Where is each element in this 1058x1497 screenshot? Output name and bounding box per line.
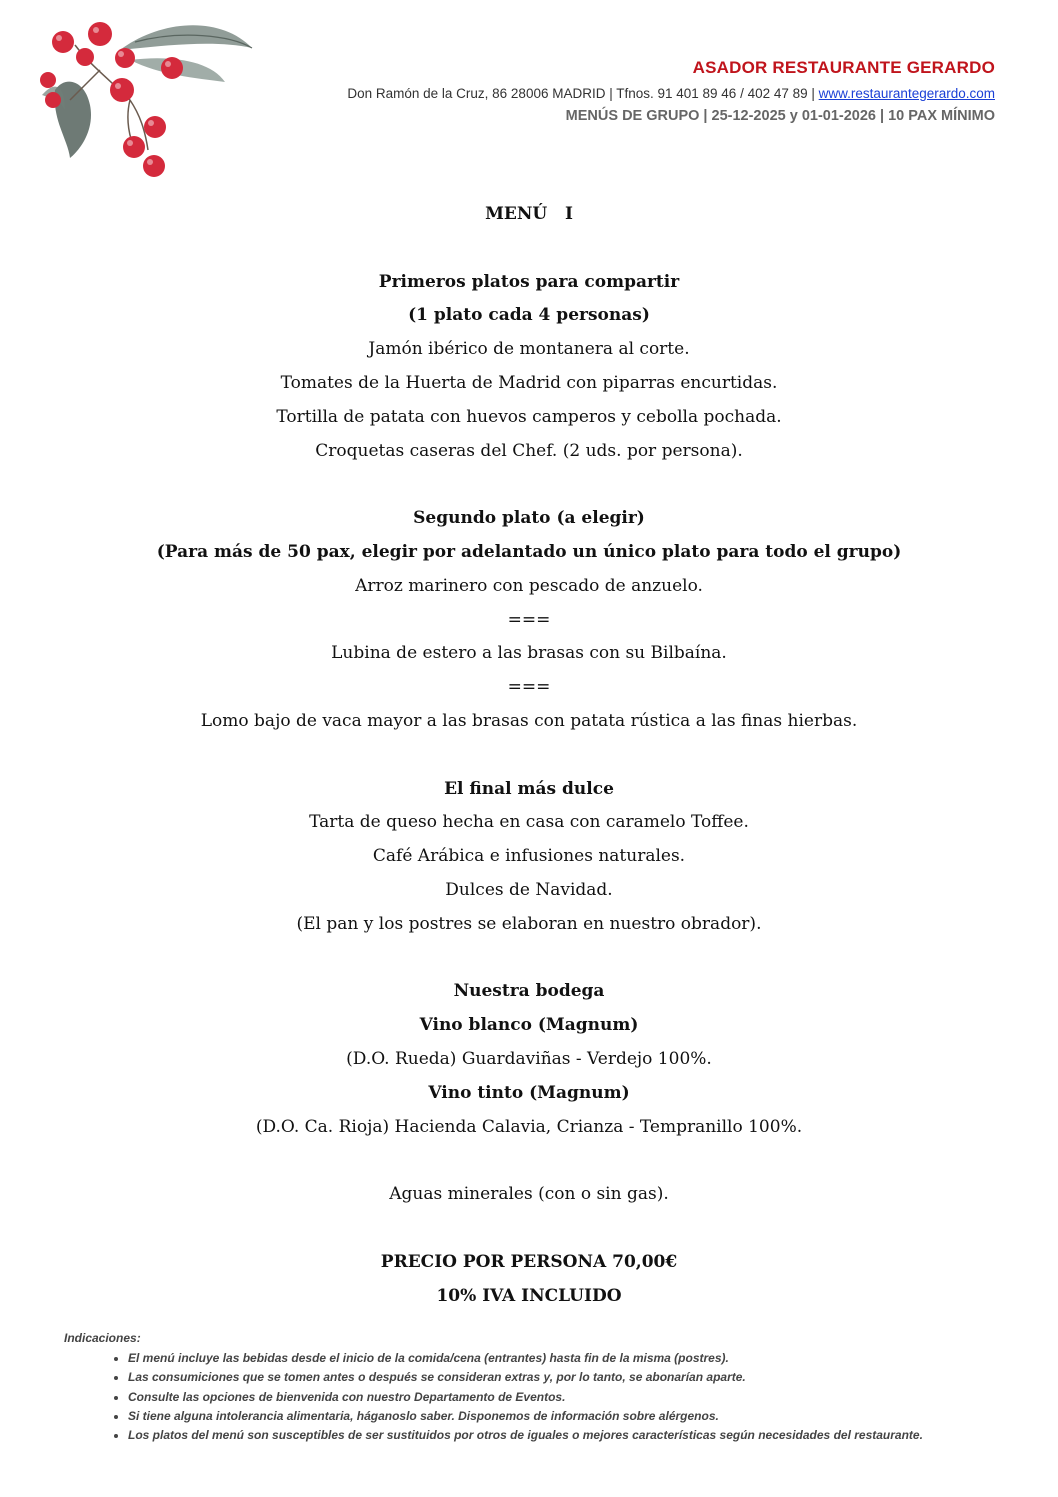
list-item: • Consulte las opciones de bienvenida con nuestro Departamento de Eventos. <box>128 1388 964 1408</box>
menu-item: (El pan y los postres se elaboran en nuestro obrador). <box>296 913 762 934</box>
separator: === <box>507 609 551 630</box>
menus-line: MENÚS DE GRUPO | 25-12-2025 y 01-01-2026 | 10 PAX MÍNIMO <box>565 108 995 124</box>
menu-item: Tortilla de patata con huevos camperos y cebolla pochada. <box>276 406 782 427</box>
white-wine: (D.O. Rueda) Guardaviñas - Verdejo 100%. <box>346 1048 712 1069</box>
white-wine-title: Vino blanco (Magnum) <box>419 1015 639 1036</box>
list-item: • Los platos del menú son susceptibles de ser sustituidos por otros de iguales o mejores características según necesidades del restaurante. <box>128 1427 964 1444</box>
notes-title: Indicaciones: <box>64 1331 141 1345</box>
menu-item: Lomo bajo de vaca mayor a las brasas con patata rústica a las finas hierbas. <box>200 710 858 731</box>
mains-title: Segundo plato (a elegir) <box>413 508 645 529</box>
list-item: • El menú incluye las bebidas desde el inicio de la comida/cena (entrantes) hasta fin de la misma (postres). <box>128 1349 964 1369</box>
vat-note: 10% IVA INCLUIDO <box>436 1285 622 1306</box>
holly-berries-icon <box>30 20 260 190</box>
wines-title: Nuestra bodega <box>453 981 605 1002</box>
list-item: • Si tiene alguna intolerancia alimentaria, háganoslo saber. Disponemos de información sobre alérgenos. <box>128 1407 964 1427</box>
notes-section <box>64 1329 964 1444</box>
menu-content <box>0 198 1058 1313</box>
water: Aguas minerales (con o sin gas). <box>389 1184 669 1205</box>
restaurant-name: ASADOR RESTAURANTE GERARDO <box>692 58 995 77</box>
menu-item: Dulces de Navidad. <box>445 879 613 900</box>
page-header <box>347 58 995 124</box>
menu-item: Lubina de estero a las brasas con su Bilbaína. <box>331 643 727 664</box>
list-item: • Las consumiciones que se tomen antes o después se consideran extras y, por lo tanto, se abonarían aparte. <box>128 1368 964 1388</box>
address-line <box>347 86 995 101</box>
notes-list <box>64 1349 964 1444</box>
desserts-title: El final más dulce <box>444 778 614 799</box>
red-wine: (D.O. Ca. Rioja) Hacienda Calavia, Crianza - Tempranillo 100%. <box>255 1116 803 1137</box>
starters-subtitle: (1 plato cada 4 personas) <box>408 305 650 326</box>
menu-item: Jamón ibérico de montanera al corte. <box>368 339 690 360</box>
menu-item: Tarta de queso hecha en casa con caramelo Toffee. <box>309 812 749 833</box>
menu-title: MENÚ I <box>485 204 573 224</box>
red-wine-title: Vino tinto (Magnum) <box>428 1082 630 1103</box>
address-text: Don Ramón de la Cruz, 86 28006 MADRID | Tfnos. 91 401 89 46 / 402 47 89 | <box>347 86 815 101</box>
separator: === <box>507 677 551 698</box>
menu-item: Tomates de la Huerta de Madrid con piparras encurtidas. <box>280 372 778 393</box>
price: PRECIO POR PERSONA 70,00€ <box>380 1251 678 1272</box>
menu-item: Arroz marinero con pescado de anzuelo. <box>355 575 703 596</box>
menu-item: Café Arábica e infusiones naturales. <box>372 846 686 867</box>
menu-item: Croquetas caseras del Chef. (2 uds. por persona). <box>315 440 743 461</box>
mains-subtitle: (Para más de 50 pax, elegir por adelantado un único plato para todo el grupo) <box>156 541 902 562</box>
website-link[interactable]: www.restaurantegerardo.com <box>818 86 995 101</box>
starters-title: Primeros platos para compartir <box>378 271 680 292</box>
